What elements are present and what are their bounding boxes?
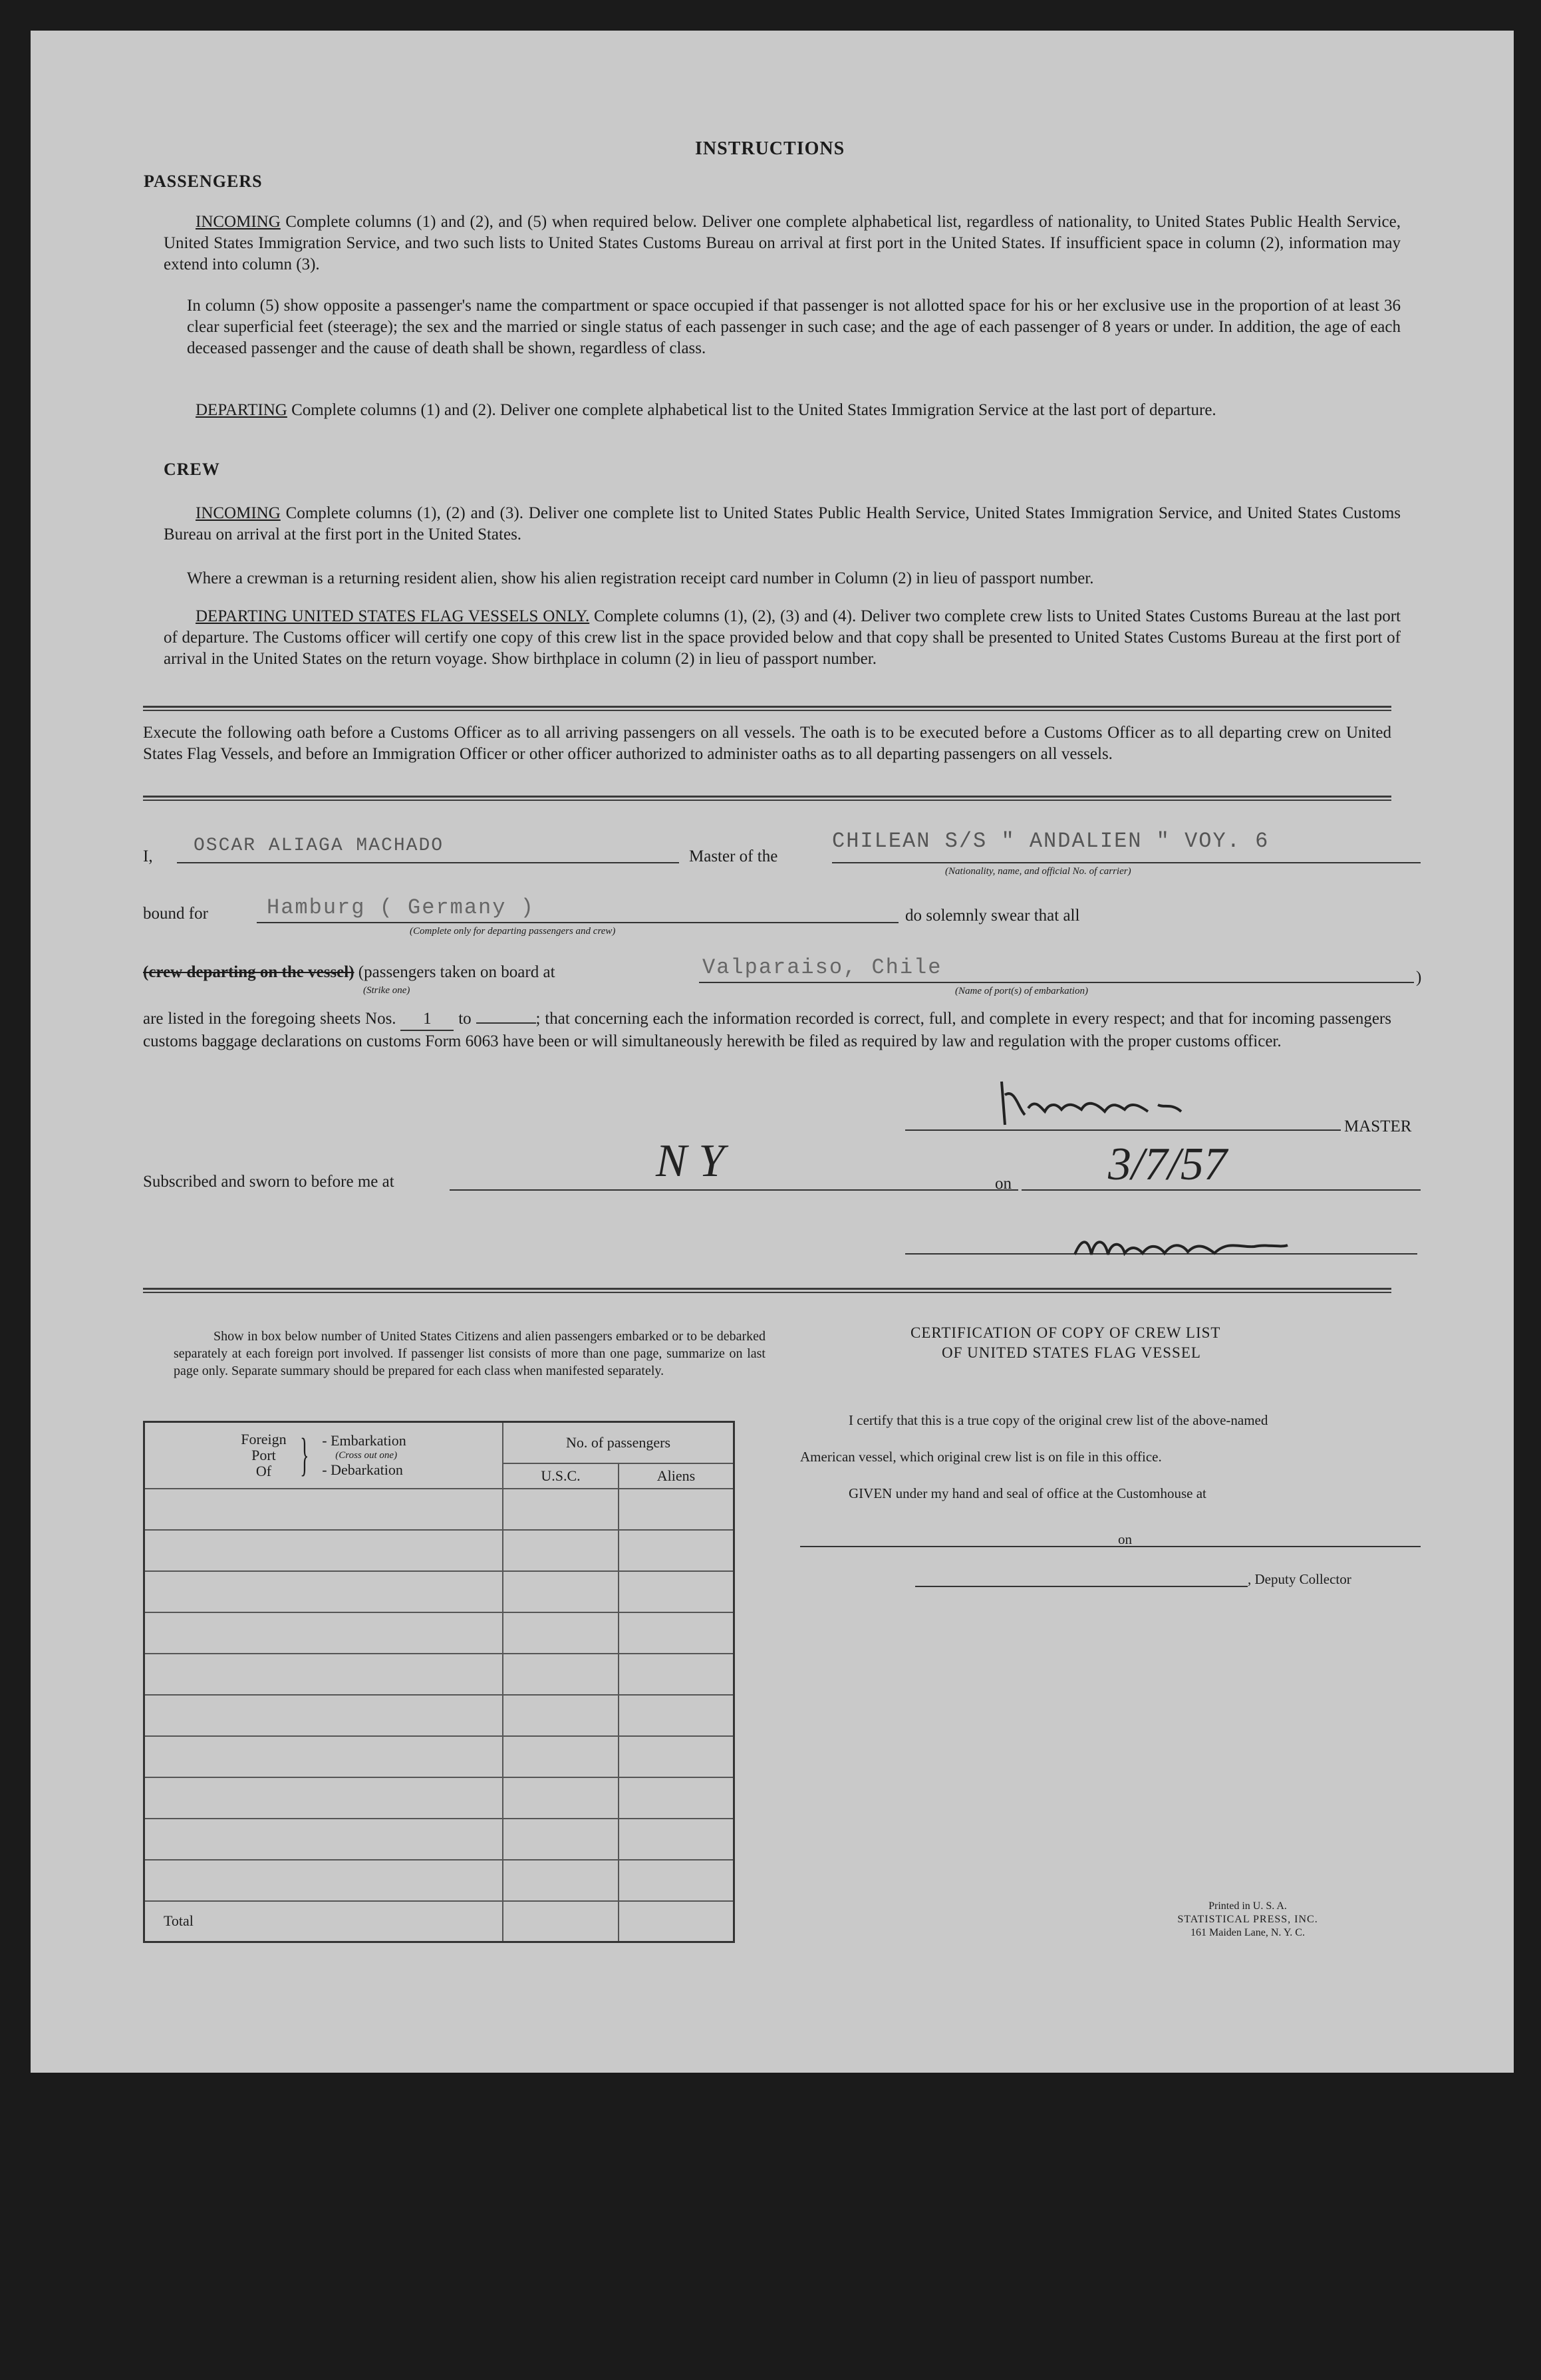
strike-caption: (Strike one) [363, 985, 410, 996]
crew-departing [164, 606, 1401, 670]
master-signature [988, 1068, 1228, 1135]
table-row [144, 1777, 734, 1819]
officer-signature [1068, 1221, 1294, 1268]
struck-text: (crew departing on the vessel) [143, 963, 354, 981]
to-label: to [458, 1010, 472, 1028]
printer-imprint [1148, 1900, 1347, 1940]
summary-note: Show in box below number of United States Citizens and alien passengers embarked or to be debarked separately at each foreign port involved. If passenger list consists of more than one page, summarize on last page only. Separate summary should be prepared for each class when manifested separately. [174, 1329, 766, 1378]
crew-heading: CREW [164, 460, 220, 479]
passengers-departing-text: Complete columns (1) and (2). Deliver one complete alphabetical list to the United States Immigration Service at the last port of departure. [291, 401, 1216, 419]
passengers-incoming-text: Complete columns (1) and (2), and (5) when required below. Deliver one complete alphabetical list, regardless of nationality, to United States Public Health Service, United States Immigration Service, and two such lists to United States Customs Bureau on arrival at first port in the United States. If insufficient space in column (2), information may extend into column (3). [164, 213, 1401, 273]
table-row [144, 1860, 734, 1901]
cert-line-2: American vessel, which original crew list is on file in this office. [800, 1449, 1162, 1465]
foreign-label: Foreign [241, 1430, 287, 1447]
table-row [144, 1530, 734, 1571]
sheet-to [476, 1022, 536, 1024]
brace: } [299, 1429, 309, 1481]
divider [143, 1288, 1391, 1293]
crew-incoming [164, 503, 1401, 545]
table-row [144, 1571, 734, 1612]
deputy-label: , Deputy Collector [1248, 1571, 1351, 1587]
destination: Hamburg ( Germany ) [267, 895, 535, 920]
port-line [699, 982, 1414, 983]
close-paren: ) [1416, 968, 1422, 986]
listed-paragraph [143, 1008, 1391, 1052]
port-caption: (Name of port(s) of embarkation) [955, 986, 1088, 996]
column5-paragraph: In column (5) show opposite a passenger's name the compartment or space occupied if that passenger is not allotted space for his or her exclusive use in the proportion of at least 36 clear superficial feet (steerage); the sex and the married or single status of each passenger in such case; and the age of each passenger of 8 years or under. In addition, the age of each deceased passenger and the cause of death shall be shown, regardless of class. [187, 297, 1401, 357]
vessel-name: CHILEAN S/S " ANDALIEN " VOY. 6 [832, 829, 1270, 853]
vessel-line [832, 862, 1421, 863]
bound-for-label: bound for [143, 905, 208, 923]
oath-instructions: Execute the following oath before a Customs Officer as to all arriving passengers on all vessels. The oath is to be executed before a Customs Officer as to all departing crew on United States Flag Vessels, and before an Immigration Officer or other officer authorized to administer oaths as to all departing passengers on all vessels. [143, 724, 1391, 763]
passengers-text: (passengers taken on board at [358, 963, 555, 981]
table-row [144, 1654, 734, 1695]
divider [143, 706, 1391, 711]
passengers-incoming [164, 212, 1401, 275]
sheet-from: 1 [400, 1008, 454, 1031]
master-of-label: Master of the [689, 847, 778, 865]
table-row [144, 1489, 734, 1530]
cert-line-1: I certify that this is a true copy of the original crew list of the above-named [849, 1412, 1268, 1428]
printer-line-1: Printed in U. S. A. [1208, 1900, 1287, 1912]
listed-label: are listed in the foregoing sheets Nos. [143, 1010, 396, 1028]
customhouse-line [800, 1546, 1146, 1547]
total-label: Total [144, 1901, 503, 1942]
table-row [144, 1819, 734, 1860]
form-page [31, 31, 1514, 2073]
crew-departing-text: Complete columns (1), (2), (3) and (4). Deliver two complete crew lists to United States Customs Bureau at the last port of departure. The Customs officer will certify one copy of this crew list in the space provided below and that copy shall be presented to United States Customs Bureau at the first port of arrival in the United States on the return voyage. Show birthplace in column (2) in lieu of passport number. [164, 607, 1401, 668]
crew-incoming-text: Complete columns (1), (2) and (3). Deliver one complete list to United States Public Health Service, United States Immigration Service, and United States Customs Bureau on arrival at the first port in the United States. [164, 504, 1401, 543]
aliens-header: Aliens [619, 1463, 734, 1489]
table-row [144, 1695, 734, 1736]
oath-i-label: I, [143, 847, 153, 865]
oath-body: ; that concerning each the information recorded is correct, full, and complete in every respect; and that for incoming passengers customs baggage declarations on customs Form 6063 have been or will simultaneously herewith be filed as required by law and regulation with the proper customs officer. [143, 1010, 1391, 1050]
table-header-port [144, 1422, 503, 1489]
swear-text: do solemnly swear that all [905, 907, 1080, 925]
sworn-place-line [450, 1189, 1018, 1191]
cert-date-line [1141, 1546, 1421, 1547]
master-label: MASTER [1344, 1117, 1412, 1135]
embark-port: Valparaiso, Chile [702, 955, 942, 980]
port-label: Port [251, 1446, 276, 1463]
instructions-title: INSTRUCTIONS [695, 138, 845, 159]
passengers-departing [164, 400, 1401, 421]
crew-departing-struck [143, 962, 555, 983]
ports-table [143, 1421, 735, 1943]
master-name-line [177, 862, 679, 863]
table-row [144, 1736, 734, 1777]
embarkation-label: - Embarkation [322, 1431, 406, 1449]
destination-caption: (Complete only for departing passengers and crew) [410, 926, 616, 937]
cert-on-label: on [1118, 1531, 1132, 1547]
usc-header: U.S.C. [503, 1463, 619, 1489]
cross-out-label: (Cross out one) [335, 1449, 398, 1461]
passengers-departing-label: DEPARTING [196, 401, 287, 419]
total-row [144, 1901, 734, 1942]
cert-title-2: OF UNITED STATES FLAG VESSEL [942, 1344, 1201, 1361]
sworn-on-label: on [995, 1175, 1012, 1193]
table-row [144, 1612, 734, 1654]
deputy-line [915, 1586, 1248, 1587]
passengers-incoming-label: INCOMING [196, 213, 281, 231]
sworn-place: N Y [656, 1135, 725, 1187]
destination-line [257, 922, 899, 923]
debarkation-label: - Debarkation [322, 1461, 403, 1478]
printer-line-2: STATISTICAL PRESS, INC. [1177, 1914, 1318, 1925]
vessel-caption: (Nationality, name, and official No. of carrier) [945, 866, 1131, 877]
crew-incoming-label: INCOMING [196, 504, 281, 522]
crew-alien-paragraph: Where a crewman is a returning resident alien, show his alien registration receipt card number in Column (2) in lieu of passport number. [187, 569, 1094, 587]
sworn-date: 3/7/57 [1108, 1139, 1227, 1190]
master-name: OSCAR ALIAGA MACHADO [194, 835, 444, 856]
passengers-header: No. of passengers [503, 1422, 734, 1463]
cert-title-1: CERTIFICATION OF COPY OF CREW LIST [911, 1324, 1221, 1341]
cert-line-3: GIVEN under my hand and seal of office at the Customhouse at [849, 1485, 1206, 1501]
passengers-heading: PASSENGERS [144, 172, 263, 191]
divider [143, 796, 1391, 801]
printer-line-3: 161 Maiden Lane, N. Y. C. [1191, 1927, 1305, 1938]
sworn-label: Subscribed and sworn to before me at [143, 1173, 394, 1191]
of-label: Of [255, 1462, 272, 1479]
crew-departing-label: DEPARTING UNITED STATES FLAG VESSELS ONLY. [196, 607, 590, 625]
